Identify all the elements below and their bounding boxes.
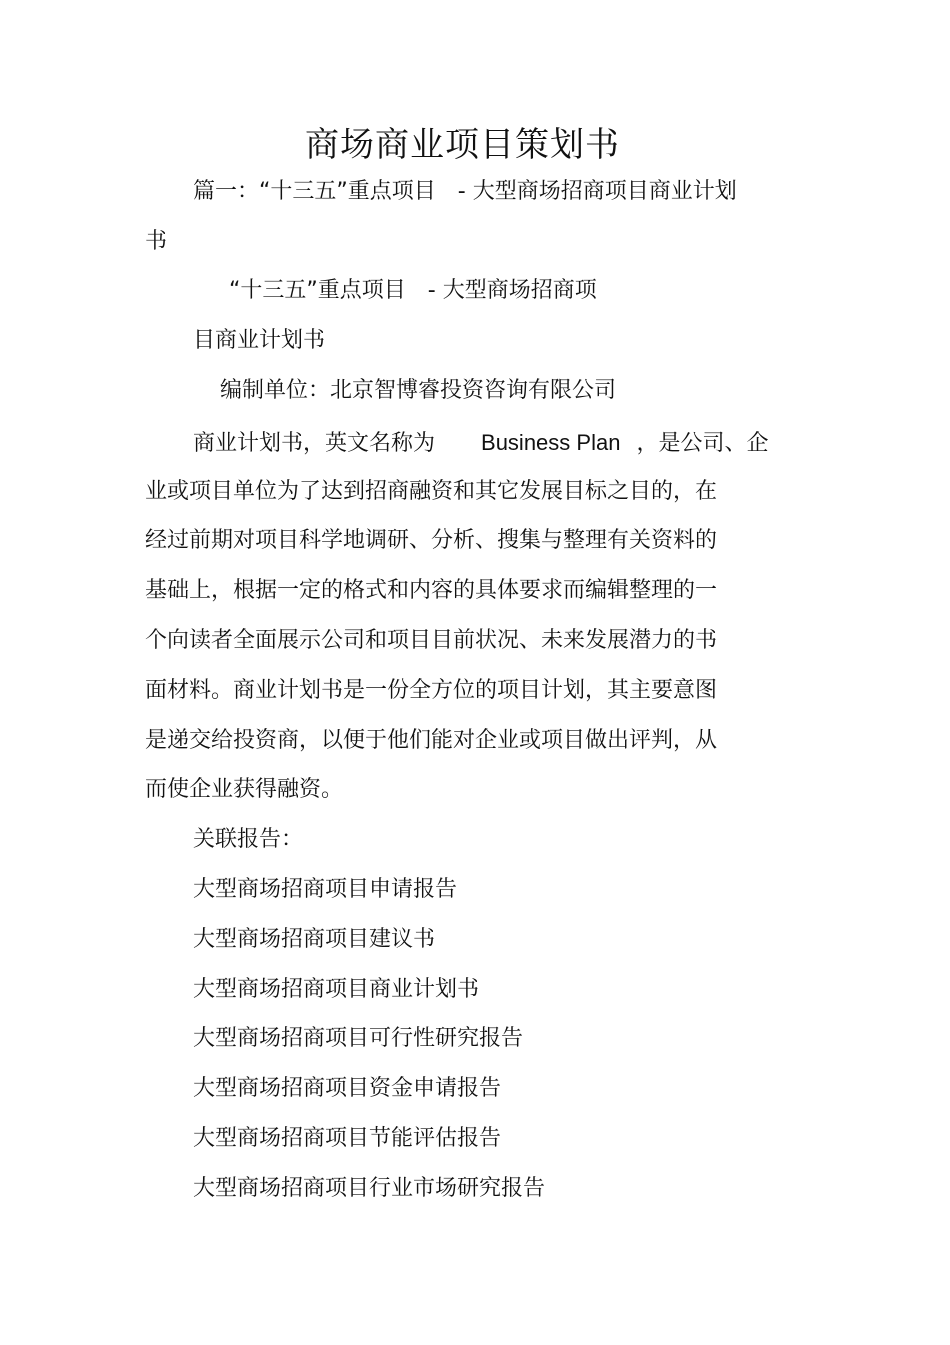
intro-line: 个向读者全面展示公司和项目目前状况、未来发展潜力的书 [145,628,718,653]
related-report-item: 大型商场招商项目商业计划书 [193,977,480,1002]
heading-wrap: 书 [145,229,168,254]
related-report-item: 大型商场招商项目行业市场研究报告 [193,1176,546,1201]
heading-part2: - 大型商场招商项目商业计划 [457,179,737,204]
document-title: 商场商业项目策划书 [305,125,620,165]
related-label: 关联报告： [193,827,304,852]
subtitle-part-a: “十三五”重点项目 [229,278,406,303]
subtitle-line-1 [229,276,597,306]
intro-first-line [193,428,768,459]
intro-line: 基础上，根据一定的格式和内容的具体要求而编辑整理的一 [145,578,718,603]
intro-line: 而使企业获得融资。 [145,777,344,802]
related-report-item: 大型商场招商项目可行性研究报告 [193,1026,524,1051]
intro-line: 是递交给投资商，以便于他们能对企业或项目做出评判，从 [145,728,718,753]
related-report-item: 大型商场招商项目申请报告 [193,877,458,902]
heading-line [193,177,737,207]
intro-english-name: Business Plan [481,430,621,455]
intro-line: 经过前期对项目科学地调研、分析、搜集与整理有关资料的 [145,528,718,553]
intro-line: 业或项目单位为了达到招商融资和其它发展目标之目的，在 [145,479,718,504]
intro-first-a: 商业计划书，英文名称为 [193,431,436,456]
compiler-line: 编制单位：北京智博睿投资咨询有限公司 [220,378,617,403]
related-report-item: 大型商场招商项目建议书 [193,927,436,952]
related-report-item: 大型商场招商项目节能评估报告 [193,1126,502,1151]
subtitle-part-b: - 大型商场招商项 [427,278,597,303]
related-report-item: 大型商场招商项目资金申请报告 [193,1076,502,1101]
intro-first-b: ，是公司、企 [636,431,769,456]
subtitle-line-2: 目商业计划书 [193,328,326,353]
intro-line: 面材料。商业计划书是一份全方位的项目计划，其主要意图 [145,678,718,703]
heading-part1: 篇一：“十三五”重点项目 [193,179,436,204]
